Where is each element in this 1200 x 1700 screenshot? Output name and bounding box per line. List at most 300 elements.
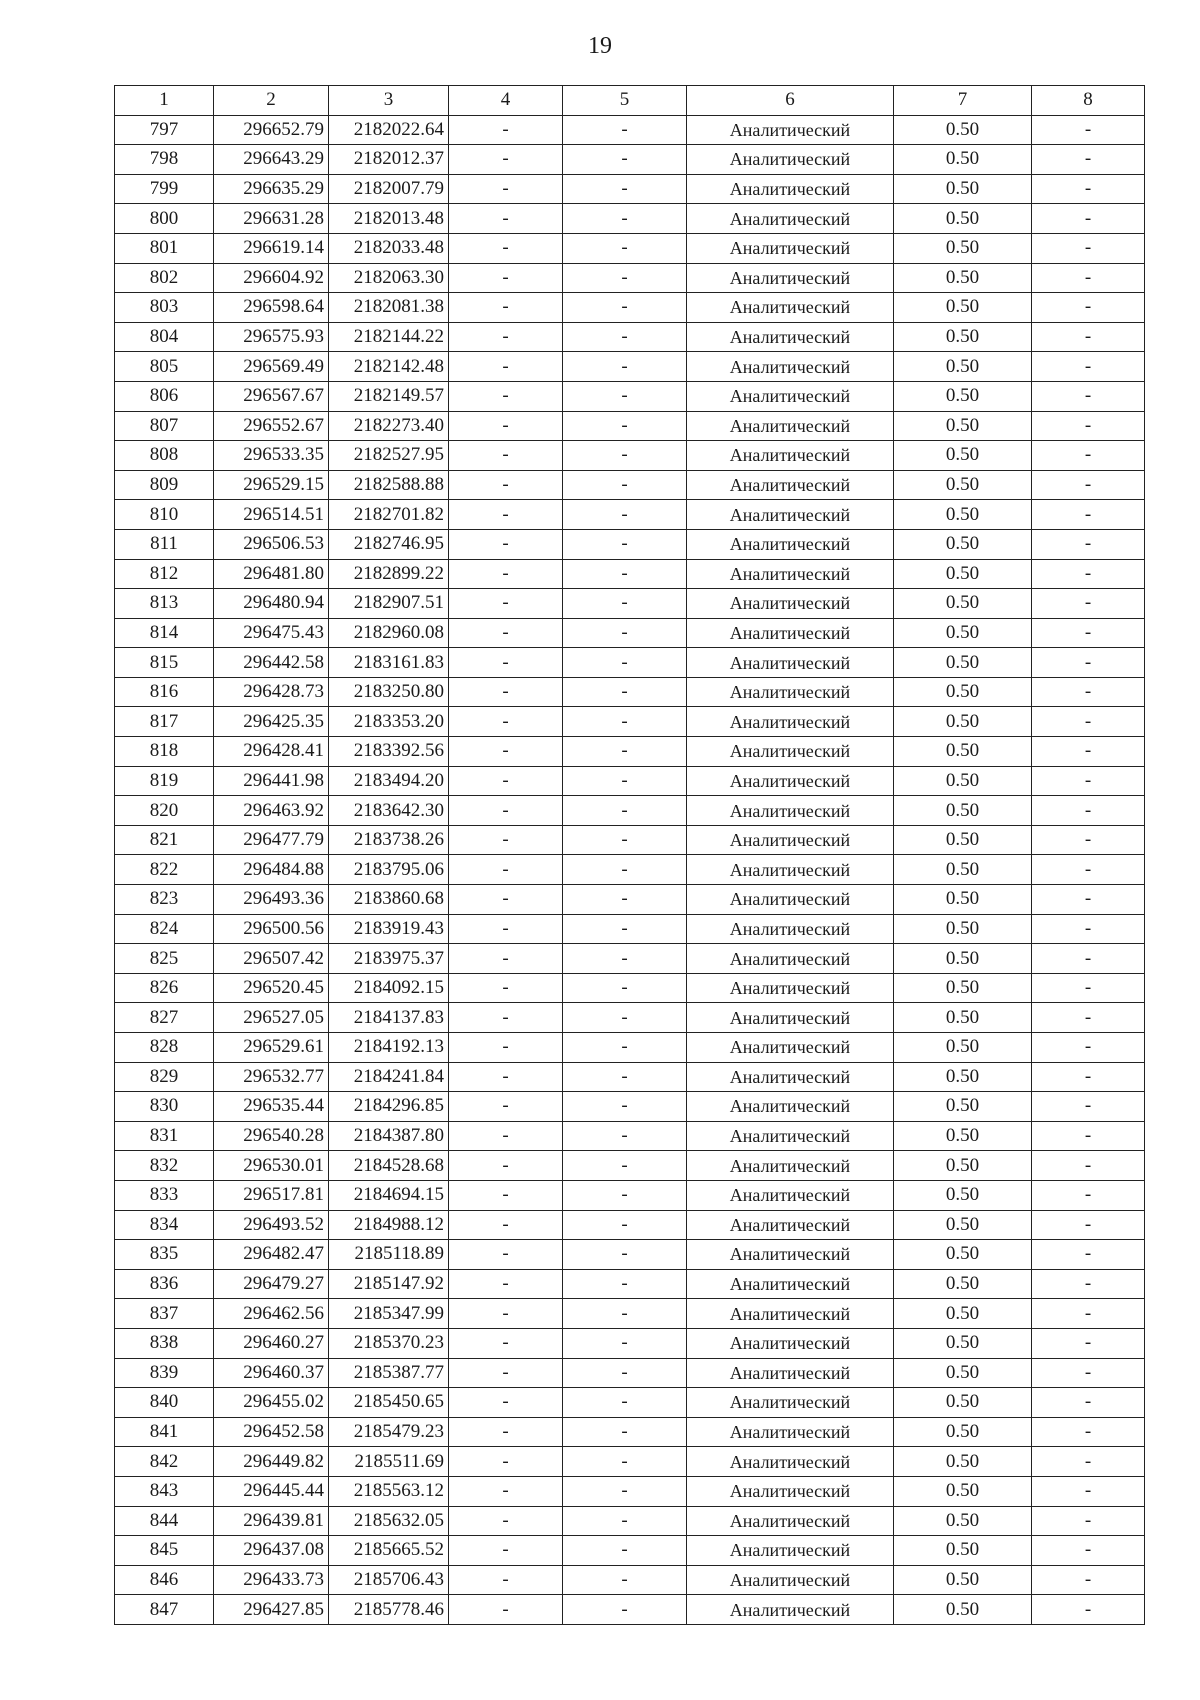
column-5-cell: - bbox=[563, 352, 687, 382]
table-row bbox=[115, 500, 1145, 530]
x-coordinate-cell: 296652.79 bbox=[214, 115, 329, 145]
y-coordinate-cell: 2184694.15 bbox=[329, 1180, 449, 1210]
y-coordinate-cell: 2185632.05 bbox=[329, 1506, 449, 1536]
point-number-cell: 845 bbox=[115, 1536, 214, 1566]
column-4-cell: - bbox=[449, 589, 563, 619]
column-8-cell: - bbox=[1032, 677, 1145, 707]
y-coordinate-cell: 2185706.43 bbox=[329, 1565, 449, 1595]
column-8-cell: - bbox=[1032, 1506, 1145, 1536]
column-header: 8 bbox=[1032, 86, 1145, 116]
point-number-cell: 807 bbox=[115, 411, 214, 441]
column-8-cell: - bbox=[1032, 1417, 1145, 1447]
column-8-cell: - bbox=[1032, 1299, 1145, 1329]
table-row bbox=[115, 796, 1145, 826]
x-coordinate-cell: 296529.15 bbox=[214, 470, 329, 500]
accuracy-cell: 0.50 bbox=[894, 411, 1032, 441]
table-row bbox=[115, 322, 1145, 352]
y-coordinate-cell: 2182033.48 bbox=[329, 233, 449, 263]
y-coordinate-cell: 2184192.13 bbox=[329, 1033, 449, 1063]
table-row bbox=[115, 470, 1145, 500]
point-number-cell: 809 bbox=[115, 470, 214, 500]
point-number-cell: 846 bbox=[115, 1565, 214, 1595]
table-row bbox=[115, 115, 1145, 145]
table-row bbox=[115, 914, 1145, 944]
column-5-cell: - bbox=[563, 1358, 687, 1388]
column-4-cell: - bbox=[449, 1388, 563, 1418]
column-5-cell: - bbox=[563, 441, 687, 471]
method-cell: Аналитический bbox=[687, 1328, 894, 1358]
column-8-cell: - bbox=[1032, 796, 1145, 826]
y-coordinate-cell: 2184296.85 bbox=[329, 1092, 449, 1122]
column-8-cell: - bbox=[1032, 529, 1145, 559]
column-8-cell: - bbox=[1032, 174, 1145, 204]
x-coordinate-cell: 296540.28 bbox=[214, 1121, 329, 1151]
column-4-cell: - bbox=[449, 1565, 563, 1595]
table-row bbox=[115, 648, 1145, 678]
column-4-cell: - bbox=[449, 944, 563, 974]
method-cell: Аналитический bbox=[687, 441, 894, 471]
column-5-cell: - bbox=[563, 411, 687, 441]
method-cell: Аналитический bbox=[687, 411, 894, 441]
x-coordinate-cell: 296514.51 bbox=[214, 500, 329, 530]
column-5-cell: - bbox=[563, 263, 687, 293]
column-8-cell: - bbox=[1032, 1151, 1145, 1181]
point-number-cell: 804 bbox=[115, 322, 214, 352]
method-cell: Аналитический bbox=[687, 648, 894, 678]
x-coordinate-cell: 296527.05 bbox=[214, 1003, 329, 1033]
x-coordinate-cell: 296643.29 bbox=[214, 145, 329, 175]
method-cell: Аналитический bbox=[687, 1417, 894, 1447]
column-4-cell: - bbox=[449, 1003, 563, 1033]
point-number-cell: 797 bbox=[115, 115, 214, 145]
x-coordinate-cell: 296445.44 bbox=[214, 1476, 329, 1506]
x-coordinate-cell: 296428.41 bbox=[214, 737, 329, 767]
coordinates-table bbox=[114, 85, 1145, 1625]
column-5-cell: - bbox=[563, 1151, 687, 1181]
column-8-cell: - bbox=[1032, 1240, 1145, 1270]
column-5-cell: - bbox=[563, 1210, 687, 1240]
method-cell: Аналитический bbox=[687, 322, 894, 352]
accuracy-cell: 0.50 bbox=[894, 1092, 1032, 1122]
column-5-cell: - bbox=[563, 707, 687, 737]
accuracy-cell: 0.50 bbox=[894, 145, 1032, 175]
column-4-cell: - bbox=[449, 1506, 563, 1536]
column-5-cell: - bbox=[563, 825, 687, 855]
column-8-cell: - bbox=[1032, 1565, 1145, 1595]
table-row bbox=[115, 885, 1145, 915]
column-8-cell: - bbox=[1032, 1210, 1145, 1240]
column-8-cell: - bbox=[1032, 322, 1145, 352]
y-coordinate-cell: 2182013.48 bbox=[329, 204, 449, 234]
column-5-cell: - bbox=[563, 1003, 687, 1033]
column-8-cell: - bbox=[1032, 737, 1145, 767]
column-4-cell: - bbox=[449, 1151, 563, 1181]
point-number-cell: 827 bbox=[115, 1003, 214, 1033]
column-8-cell: - bbox=[1032, 441, 1145, 471]
column-8-cell: - bbox=[1032, 618, 1145, 648]
point-number-cell: 805 bbox=[115, 352, 214, 382]
method-cell: Аналитический bbox=[687, 1092, 894, 1122]
accuracy-cell: 0.50 bbox=[894, 1476, 1032, 1506]
y-coordinate-cell: 2182022.64 bbox=[329, 115, 449, 145]
x-coordinate-cell: 296619.14 bbox=[214, 233, 329, 263]
y-coordinate-cell: 2182081.38 bbox=[329, 293, 449, 323]
y-coordinate-cell: 2182907.51 bbox=[329, 589, 449, 619]
accuracy-cell: 0.50 bbox=[894, 1180, 1032, 1210]
column-header: 7 bbox=[894, 86, 1032, 116]
y-coordinate-cell: 2183860.68 bbox=[329, 885, 449, 915]
x-coordinate-cell: 296477.79 bbox=[214, 825, 329, 855]
column-4-cell: - bbox=[449, 145, 563, 175]
x-coordinate-cell: 296535.44 bbox=[214, 1092, 329, 1122]
table-row bbox=[115, 441, 1145, 471]
point-number-cell: 843 bbox=[115, 1476, 214, 1506]
column-8-cell: - bbox=[1032, 559, 1145, 589]
y-coordinate-cell: 2185118.89 bbox=[329, 1240, 449, 1270]
method-cell: Аналитический bbox=[687, 1447, 894, 1477]
column-8-cell: - bbox=[1032, 381, 1145, 411]
accuracy-cell: 0.50 bbox=[894, 1269, 1032, 1299]
column-5-cell: - bbox=[563, 1033, 687, 1063]
table-row bbox=[115, 677, 1145, 707]
column-8-cell: - bbox=[1032, 1269, 1145, 1299]
table-row bbox=[115, 855, 1145, 885]
point-number-cell: 837 bbox=[115, 1299, 214, 1329]
column-8-cell: - bbox=[1032, 1092, 1145, 1122]
point-number-cell: 819 bbox=[115, 766, 214, 796]
x-coordinate-cell: 296433.73 bbox=[214, 1565, 329, 1595]
y-coordinate-cell: 2183975.37 bbox=[329, 944, 449, 974]
method-cell: Аналитический bbox=[687, 233, 894, 263]
column-4-cell: - bbox=[449, 677, 563, 707]
accuracy-cell: 0.50 bbox=[894, 559, 1032, 589]
method-cell: Аналитический bbox=[687, 944, 894, 974]
accuracy-cell: 0.50 bbox=[894, 352, 1032, 382]
y-coordinate-cell: 2185387.77 bbox=[329, 1358, 449, 1388]
method-cell: Аналитический bbox=[687, 1003, 894, 1033]
x-coordinate-cell: 296493.52 bbox=[214, 1210, 329, 1240]
accuracy-cell: 0.50 bbox=[894, 766, 1032, 796]
y-coordinate-cell: 2184528.68 bbox=[329, 1151, 449, 1181]
point-number-cell: 799 bbox=[115, 174, 214, 204]
accuracy-cell: 0.50 bbox=[894, 1565, 1032, 1595]
table-row bbox=[115, 825, 1145, 855]
table-row bbox=[115, 1210, 1145, 1240]
column-4-cell: - bbox=[449, 352, 563, 382]
column-4-cell: - bbox=[449, 174, 563, 204]
accuracy-cell: 0.50 bbox=[894, 322, 1032, 352]
column-8-cell: - bbox=[1032, 973, 1145, 1003]
column-5-cell: - bbox=[563, 1180, 687, 1210]
accuracy-cell: 0.50 bbox=[894, 737, 1032, 767]
method-cell: Аналитический bbox=[687, 115, 894, 145]
column-4-cell: - bbox=[449, 885, 563, 915]
column-4-cell: - bbox=[449, 1447, 563, 1477]
column-4-cell: - bbox=[449, 381, 563, 411]
accuracy-cell: 0.50 bbox=[894, 115, 1032, 145]
x-coordinate-cell: 296479.27 bbox=[214, 1269, 329, 1299]
column-header: 4 bbox=[449, 86, 563, 116]
column-4-cell: - bbox=[449, 1417, 563, 1447]
point-number-cell: 826 bbox=[115, 973, 214, 1003]
column-8-cell: - bbox=[1032, 914, 1145, 944]
table-row bbox=[115, 529, 1145, 559]
x-coordinate-cell: 296460.37 bbox=[214, 1358, 329, 1388]
table-row bbox=[115, 1536, 1145, 1566]
accuracy-cell: 0.50 bbox=[894, 1536, 1032, 1566]
y-coordinate-cell: 2182899.22 bbox=[329, 559, 449, 589]
accuracy-cell: 0.50 bbox=[894, 1062, 1032, 1092]
column-8-cell: - bbox=[1032, 1388, 1145, 1418]
method-cell: Аналитический bbox=[687, 352, 894, 382]
accuracy-cell: 0.50 bbox=[894, 500, 1032, 530]
method-cell: Аналитический bbox=[687, 1210, 894, 1240]
table-row bbox=[115, 1328, 1145, 1358]
column-4-cell: - bbox=[449, 1358, 563, 1388]
table-row bbox=[115, 559, 1145, 589]
column-8-cell: - bbox=[1032, 1062, 1145, 1092]
y-coordinate-cell: 2185147.92 bbox=[329, 1269, 449, 1299]
x-coordinate-cell: 296500.56 bbox=[214, 914, 329, 944]
x-coordinate-cell: 296463.92 bbox=[214, 796, 329, 826]
table-row bbox=[115, 1447, 1145, 1477]
y-coordinate-cell: 2185347.99 bbox=[329, 1299, 449, 1329]
x-coordinate-cell: 296631.28 bbox=[214, 204, 329, 234]
accuracy-cell: 0.50 bbox=[894, 796, 1032, 826]
column-4-cell: - bbox=[449, 411, 563, 441]
point-number-cell: 803 bbox=[115, 293, 214, 323]
column-4-cell: - bbox=[449, 1121, 563, 1151]
column-4-cell: - bbox=[449, 441, 563, 471]
method-cell: Аналитический bbox=[687, 825, 894, 855]
y-coordinate-cell: 2185479.23 bbox=[329, 1417, 449, 1447]
y-coordinate-cell: 2182012.37 bbox=[329, 145, 449, 175]
accuracy-cell: 0.50 bbox=[894, 885, 1032, 915]
column-5-cell: - bbox=[563, 1240, 687, 1270]
method-cell: Аналитический bbox=[687, 1240, 894, 1270]
column-5-cell: - bbox=[563, 1595, 687, 1625]
x-coordinate-cell: 296517.81 bbox=[214, 1180, 329, 1210]
method-cell: Аналитический bbox=[687, 470, 894, 500]
y-coordinate-cell: 2185370.23 bbox=[329, 1328, 449, 1358]
column-8-cell: - bbox=[1032, 1328, 1145, 1358]
accuracy-cell: 0.50 bbox=[894, 1240, 1032, 1270]
column-4-cell: - bbox=[449, 293, 563, 323]
column-8-cell: - bbox=[1032, 411, 1145, 441]
table-row bbox=[115, 1062, 1145, 1092]
table-row bbox=[115, 707, 1145, 737]
column-5-cell: - bbox=[563, 174, 687, 204]
accuracy-cell: 0.50 bbox=[894, 973, 1032, 1003]
accuracy-cell: 0.50 bbox=[894, 293, 1032, 323]
accuracy-cell: 0.50 bbox=[894, 707, 1032, 737]
table-row bbox=[115, 737, 1145, 767]
column-5-cell: - bbox=[563, 115, 687, 145]
point-number-cell: 822 bbox=[115, 855, 214, 885]
table-row bbox=[115, 1476, 1145, 1506]
accuracy-cell: 0.50 bbox=[894, 1033, 1032, 1063]
table-row bbox=[115, 145, 1145, 175]
column-5-cell: - bbox=[563, 766, 687, 796]
y-coordinate-cell: 2183161.83 bbox=[329, 648, 449, 678]
method-cell: Аналитический bbox=[687, 1121, 894, 1151]
column-4-cell: - bbox=[449, 1210, 563, 1240]
method-cell: Аналитический bbox=[687, 677, 894, 707]
column-5-cell: - bbox=[563, 470, 687, 500]
column-4-cell: - bbox=[449, 204, 563, 234]
method-cell: Аналитический bbox=[687, 1033, 894, 1063]
column-4-cell: - bbox=[449, 1328, 563, 1358]
point-number-cell: 817 bbox=[115, 707, 214, 737]
point-number-cell: 835 bbox=[115, 1240, 214, 1270]
column-5-cell: - bbox=[563, 559, 687, 589]
column-5-cell: - bbox=[563, 589, 687, 619]
column-4-cell: - bbox=[449, 737, 563, 767]
x-coordinate-cell: 296530.01 bbox=[214, 1151, 329, 1181]
accuracy-cell: 0.50 bbox=[894, 677, 1032, 707]
column-8-cell: - bbox=[1032, 204, 1145, 234]
table-row bbox=[115, 618, 1145, 648]
method-cell: Аналитический bbox=[687, 796, 894, 826]
column-8-cell: - bbox=[1032, 263, 1145, 293]
column-5-cell: - bbox=[563, 1506, 687, 1536]
method-cell: Аналитический bbox=[687, 1180, 894, 1210]
column-5-cell: - bbox=[563, 737, 687, 767]
column-4-cell: - bbox=[449, 1062, 563, 1092]
method-cell: Аналитический bbox=[687, 1062, 894, 1092]
table-row bbox=[115, 944, 1145, 974]
point-number-cell: 815 bbox=[115, 648, 214, 678]
method-cell: Аналитический bbox=[687, 529, 894, 559]
column-8-cell: - bbox=[1032, 145, 1145, 175]
column-4-cell: - bbox=[449, 500, 563, 530]
point-number-cell: 801 bbox=[115, 233, 214, 263]
method-cell: Аналитический bbox=[687, 500, 894, 530]
table-row bbox=[115, 766, 1145, 796]
column-4-cell: - bbox=[449, 1299, 563, 1329]
point-number-cell: 828 bbox=[115, 1033, 214, 1063]
x-coordinate-cell: 296481.80 bbox=[214, 559, 329, 589]
accuracy-cell: 0.50 bbox=[894, 1003, 1032, 1033]
column-8-cell: - bbox=[1032, 1358, 1145, 1388]
column-4-cell: - bbox=[449, 1595, 563, 1625]
x-coordinate-cell: 296460.27 bbox=[214, 1328, 329, 1358]
point-number-cell: 824 bbox=[115, 914, 214, 944]
y-coordinate-cell: 2183738.26 bbox=[329, 825, 449, 855]
accuracy-cell: 0.50 bbox=[894, 855, 1032, 885]
column-4-cell: - bbox=[449, 707, 563, 737]
y-coordinate-cell: 2182527.95 bbox=[329, 441, 449, 471]
column-8-cell: - bbox=[1032, 766, 1145, 796]
point-number-cell: 823 bbox=[115, 885, 214, 915]
column-4-cell: - bbox=[449, 648, 563, 678]
x-coordinate-cell: 296598.64 bbox=[214, 293, 329, 323]
column-header: 3 bbox=[329, 86, 449, 116]
column-5-cell: - bbox=[563, 1269, 687, 1299]
column-8-cell: - bbox=[1032, 233, 1145, 263]
accuracy-cell: 0.50 bbox=[894, 1358, 1032, 1388]
y-coordinate-cell: 2183353.20 bbox=[329, 707, 449, 737]
column-5-cell: - bbox=[563, 322, 687, 352]
column-8-cell: - bbox=[1032, 707, 1145, 737]
method-cell: Аналитический bbox=[687, 618, 894, 648]
column-5-cell: - bbox=[563, 914, 687, 944]
column-4-cell: - bbox=[449, 914, 563, 944]
x-coordinate-cell: 296575.93 bbox=[214, 322, 329, 352]
y-coordinate-cell: 2185563.12 bbox=[329, 1476, 449, 1506]
accuracy-cell: 0.50 bbox=[894, 233, 1032, 263]
column-4-cell: - bbox=[449, 322, 563, 352]
column-5-cell: - bbox=[563, 381, 687, 411]
column-4-cell: - bbox=[449, 1536, 563, 1566]
column-5-cell: - bbox=[563, 1536, 687, 1566]
y-coordinate-cell: 2185665.52 bbox=[329, 1536, 449, 1566]
accuracy-cell: 0.50 bbox=[894, 470, 1032, 500]
accuracy-cell: 0.50 bbox=[894, 1417, 1032, 1447]
x-coordinate-cell: 296532.77 bbox=[214, 1062, 329, 1092]
column-4-cell: - bbox=[449, 1092, 563, 1122]
point-number-cell: 831 bbox=[115, 1121, 214, 1151]
method-cell: Аналитический bbox=[687, 1565, 894, 1595]
table-row bbox=[115, 1180, 1145, 1210]
column-8-cell: - bbox=[1032, 825, 1145, 855]
point-number-cell: 811 bbox=[115, 529, 214, 559]
method-cell: Аналитический bbox=[687, 973, 894, 1003]
column-4-cell: - bbox=[449, 825, 563, 855]
table-row bbox=[115, 1417, 1145, 1447]
column-4-cell: - bbox=[449, 1269, 563, 1299]
column-5-cell: - bbox=[563, 145, 687, 175]
accuracy-cell: 0.50 bbox=[894, 174, 1032, 204]
point-number-cell: 808 bbox=[115, 441, 214, 471]
point-number-cell: 840 bbox=[115, 1388, 214, 1418]
point-number-cell: 810 bbox=[115, 500, 214, 530]
x-coordinate-cell: 296635.29 bbox=[214, 174, 329, 204]
x-coordinate-cell: 296427.85 bbox=[214, 1595, 329, 1625]
point-number-cell: 834 bbox=[115, 1210, 214, 1240]
method-cell: Аналитический bbox=[687, 1269, 894, 1299]
x-coordinate-cell: 296520.45 bbox=[214, 973, 329, 1003]
x-coordinate-cell: 296484.88 bbox=[214, 855, 329, 885]
column-5-cell: - bbox=[563, 973, 687, 1003]
y-coordinate-cell: 2183795.06 bbox=[329, 855, 449, 885]
table-row bbox=[115, 204, 1145, 234]
table-row bbox=[115, 973, 1145, 1003]
accuracy-cell: 0.50 bbox=[894, 1151, 1032, 1181]
x-coordinate-cell: 296567.67 bbox=[214, 381, 329, 411]
column-8-cell: - bbox=[1032, 1180, 1145, 1210]
column-8-cell: - bbox=[1032, 1003, 1145, 1033]
column-8-cell: - bbox=[1032, 293, 1145, 323]
method-cell: Аналитический bbox=[687, 263, 894, 293]
column-5-cell: - bbox=[563, 1299, 687, 1329]
x-coordinate-cell: 296441.98 bbox=[214, 766, 329, 796]
y-coordinate-cell: 2183919.43 bbox=[329, 914, 449, 944]
column-5-cell: - bbox=[563, 855, 687, 885]
y-coordinate-cell: 2182273.40 bbox=[329, 411, 449, 441]
accuracy-cell: 0.50 bbox=[894, 1299, 1032, 1329]
method-cell: Аналитический bbox=[687, 1536, 894, 1566]
x-coordinate-cell: 296533.35 bbox=[214, 441, 329, 471]
accuracy-cell: 0.50 bbox=[894, 914, 1032, 944]
column-8-cell: - bbox=[1032, 885, 1145, 915]
column-header: 6 bbox=[687, 86, 894, 116]
table-row bbox=[115, 1033, 1145, 1063]
column-4-cell: - bbox=[449, 529, 563, 559]
x-coordinate-cell: 296437.08 bbox=[214, 1536, 329, 1566]
table-row bbox=[115, 1506, 1145, 1536]
accuracy-cell: 0.50 bbox=[894, 1210, 1032, 1240]
